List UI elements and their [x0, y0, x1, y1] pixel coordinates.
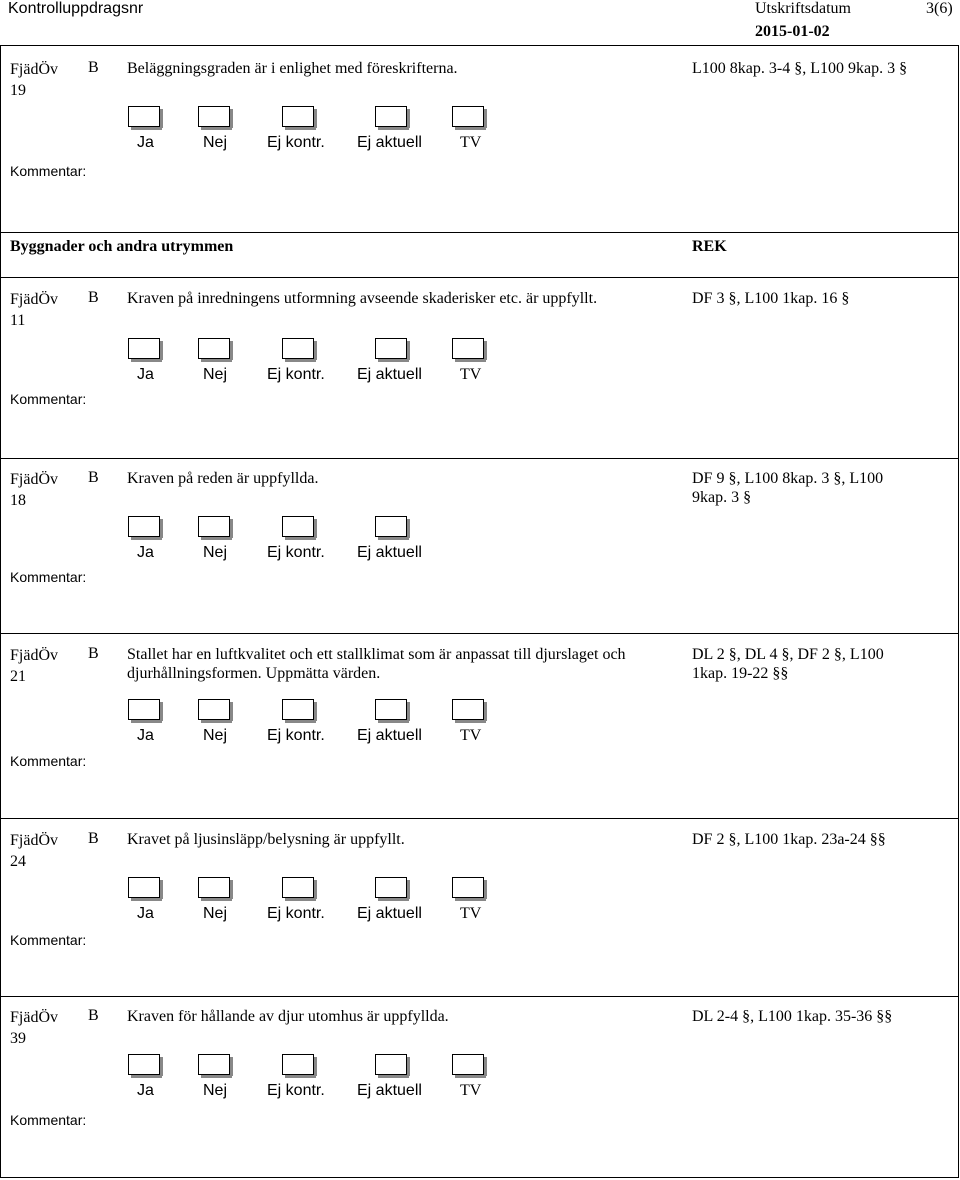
- item-level: B: [88, 469, 99, 486]
- item-code: FjädÖv 19: [10, 61, 58, 99]
- option-ja-label: Ja: [137, 544, 154, 561]
- option-ej-kontr-label: Ej kontr.: [267, 544, 325, 561]
- item-requirement: Kraven på inredningens utformning avseende skaderisker etc. är uppfyllt.: [127, 290, 598, 307]
- item-reference: L100 8kap. 3-4 §, L100 9kap. 3 §: [692, 60, 908, 77]
- checkbox-ja[interactable]: [128, 699, 160, 720]
- section-title: Byggnader och andra utrymmen: [10, 238, 234, 255]
- comment-label: Kommentar:: [10, 163, 87, 179]
- option-ej-aktuell-label: Ej aktuell: [357, 134, 422, 151]
- comment-label: Kommentar:: [10, 932, 87, 948]
- comment-label: Kommentar:: [10, 569, 87, 585]
- checkbox-tv[interactable]: [452, 1054, 484, 1075]
- checkbox-ej-kontr[interactable]: [282, 338, 314, 359]
- section-divider: [0, 277, 959, 278]
- option-tv-label: TV: [460, 134, 482, 151]
- checkbox-tv[interactable]: [452, 877, 484, 898]
- checkbox-nej[interactable]: [198, 338, 230, 359]
- checkbox-ej-kontr[interactable]: [282, 699, 314, 720]
- option-nej-label: Nej: [203, 544, 228, 561]
- item-code: FjädÖv 11: [10, 291, 58, 329]
- row-divider: [0, 458, 959, 459]
- item-level: B: [88, 645, 99, 662]
- item-level: B: [88, 289, 99, 306]
- option-nej-label: Nej: [203, 366, 228, 383]
- checkbox-tv[interactable]: [452, 106, 484, 127]
- item-reference: DL 2-4 §, L100 1kap. 35-36 §§: [692, 1008, 893, 1025]
- option-nej-label: Nej: [203, 134, 228, 151]
- checkbox-ja[interactable]: [128, 338, 160, 359]
- item-requirement: Stallet har en luftkvalitet och ett stallklimat som är anpassat till djurslaget och djurhållningsformen. Uppmätta värden.: [127, 646, 626, 682]
- checkbox-tv[interactable]: [452, 699, 484, 720]
- option-tv-label: TV: [460, 727, 482, 744]
- option-ej-kontr-label: Ej kontr.: [267, 1082, 325, 1099]
- checkbox-ej-kontr[interactable]: [282, 516, 314, 537]
- option-ja-label: Ja: [137, 134, 154, 151]
- item-requirement: Kravet på ljusinsläpp/belysning är uppfyllt.: [127, 831, 405, 848]
- option-tv-label: TV: [460, 366, 482, 383]
- checkbox-nej[interactable]: [198, 106, 230, 127]
- item-reference: DF 3 §, L100 1kap. 16 §: [692, 290, 850, 307]
- checkbox-nej[interactable]: [198, 516, 230, 537]
- checkbox-tv[interactable]: [452, 338, 484, 359]
- row-divider: [0, 996, 959, 997]
- option-ja-label: Ja: [137, 366, 154, 383]
- row-divider: [0, 232, 959, 233]
- checkbox-ja[interactable]: [128, 1054, 160, 1075]
- header-contract-number: Kontrolluppdragsnr: [8, 0, 144, 17]
- option-ej-kontr-label: Ej kontr.: [267, 134, 325, 151]
- option-ej-kontr-label: Ej kontr.: [267, 366, 325, 383]
- option-tv-label: TV: [460, 1082, 482, 1099]
- option-nej-label: Nej: [203, 1082, 228, 1099]
- section-rek: REK: [692, 238, 727, 255]
- option-ej-aktuell-label: Ej aktuell: [357, 544, 422, 561]
- item-level: B: [88, 1007, 99, 1024]
- checkbox-ja[interactable]: [128, 877, 160, 898]
- option-ej-aktuell-label: Ej aktuell: [357, 905, 422, 922]
- row-divider: [0, 633, 959, 634]
- option-ja-label: Ja: [137, 905, 154, 922]
- comment-label: Kommentar:: [10, 1112, 87, 1128]
- header-page-number: 3(6): [926, 0, 953, 17]
- checkbox-ej-aktuell[interactable]: [375, 338, 407, 359]
- checkbox-nej[interactable]: [198, 877, 230, 898]
- frame-top-line: [0, 45, 959, 46]
- item-code: FjädÖv 18: [10, 471, 58, 509]
- checkbox-ej-aktuell[interactable]: [375, 699, 407, 720]
- option-nej-label: Nej: [203, 727, 228, 744]
- checkbox-ej-aktuell[interactable]: [375, 106, 407, 127]
- item-code: FjädÖv 24: [10, 832, 58, 870]
- item-reference: DL 2 §, DL 4 §, DF 2 §, L100 1kap. 19-22 §§: [692, 646, 884, 682]
- checkbox-ej-aktuell[interactable]: [375, 877, 407, 898]
- checkbox-ja[interactable]: [128, 516, 160, 537]
- checkbox-ej-kontr[interactable]: [282, 1054, 314, 1075]
- option-ej-kontr-label: Ej kontr.: [267, 905, 325, 922]
- item-code: FjädÖv 21: [10, 647, 58, 685]
- checkbox-ja[interactable]: [128, 106, 160, 127]
- item-reference: DF 9 §, L100 8kap. 3 §, L100 9kap. 3 §: [692, 470, 884, 506]
- row-divider: [0, 818, 959, 819]
- item-level: B: [88, 830, 99, 847]
- checkbox-ej-aktuell[interactable]: [375, 516, 407, 537]
- frame-left-line: [0, 45, 1, 1178]
- checkbox-nej[interactable]: [198, 1054, 230, 1075]
- option-nej-label: Nej: [203, 905, 228, 922]
- option-ej-aktuell-label: Ej aktuell: [357, 366, 422, 383]
- item-reference: DF 2 §, L100 1kap. 23a-24 §§: [692, 831, 886, 848]
- item-requirement: Beläggningsgraden är i enlighet med föreskrifterna.: [127, 60, 458, 77]
- item-requirement: Kraven för hållande av djur utomhus är uppfyllda.: [127, 1008, 449, 1025]
- header-print-date-label: Utskriftsdatum: [755, 0, 851, 17]
- option-tv-label: TV: [460, 905, 482, 922]
- option-ej-aktuell-label: Ej aktuell: [357, 1082, 422, 1099]
- checkbox-ej-aktuell[interactable]: [375, 1054, 407, 1075]
- checkbox-nej[interactable]: [198, 699, 230, 720]
- item-code: FjädÖv 39: [10, 1009, 58, 1047]
- option-ej-kontr-label: Ej kontr.: [267, 727, 325, 744]
- frame-right-line: [958, 45, 959, 1178]
- checkbox-ej-kontr[interactable]: [282, 877, 314, 898]
- option-ja-label: Ja: [137, 727, 154, 744]
- frame-bottom-line: [0, 1177, 959, 1178]
- option-ej-aktuell-label: Ej aktuell: [357, 727, 422, 744]
- header-print-date: 2015-01-02: [755, 23, 830, 40]
- comment-label: Kommentar:: [10, 753, 87, 769]
- checkbox-ej-kontr[interactable]: [282, 106, 314, 127]
- comment-label: Kommentar:: [10, 391, 87, 407]
- item-level: B: [88, 59, 99, 76]
- option-ja-label: Ja: [137, 1082, 154, 1099]
- item-requirement: Kraven på reden är uppfyllda.: [127, 470, 319, 487]
